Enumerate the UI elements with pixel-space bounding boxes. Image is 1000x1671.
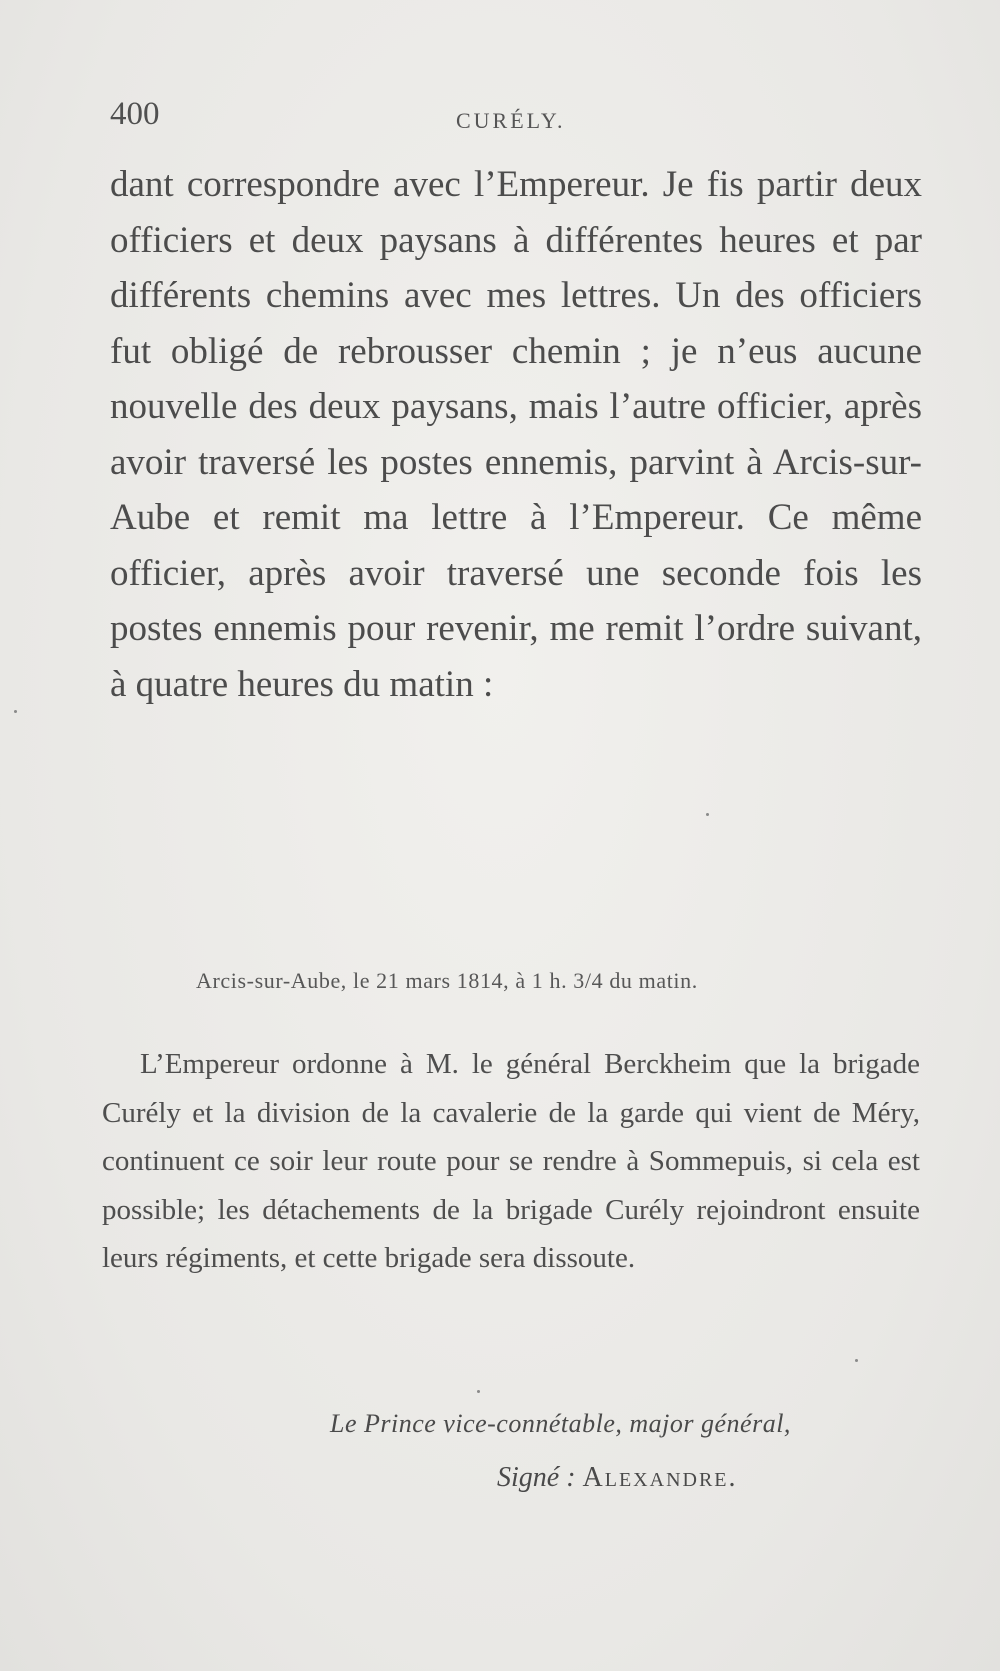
page-header — [110, 96, 922, 156]
page-number: 400 — [110, 96, 160, 132]
paper-speck — [14, 710, 17, 713]
paper-speck — [477, 1390, 480, 1393]
signature-prefix: Signé : — [497, 1462, 576, 1493]
running-head: CURÉLY. — [456, 108, 566, 133]
letter-order-text: L’Empereur ordonne à M. le général Berckheim que la brigade Curély et la division de la cavalerie de la garde qui vient de Méry, continuent ce soir leur route pour se rendre à Sommepuis, si cela est possible; les détachements de la brigade Curély rejoindront ensuite leurs régiments, et cette brigade sera dissoute. — [102, 1048, 920, 1274]
letter-dateline: Arcis-sur-Aube, le 21 mars 1814, à 1 h. 3/4 du matin. — [196, 968, 698, 993]
paper-speck — [855, 1359, 858, 1362]
signature-title: Le Prince vice-connétable, major général, — [330, 1409, 791, 1438]
body-paragraph: dant correspondre avec l’Empereur. Je fis partir deux officiers et deux paysans à différentes heures et par différents chemins avec mes lettres. Un des officiers fut obligé de rebrousser chemin ; je n’eus aucune nouvelle des deux paysans, mais l’autre officier, après avoir traversé les postes ennemis, parvint à Arcis-sur-Aube et remit ma lettre à l’Empereur. Ce même officier, après avoir traversé une seconde fois les postes ennemis pour revenir, me remit l’ordre suivant, à quatre heures du matin : — [110, 164, 922, 705]
signature-name: Alexandre. — [582, 1462, 738, 1493]
signature-line — [497, 1462, 738, 1494]
paper-speck — [706, 813, 709, 816]
